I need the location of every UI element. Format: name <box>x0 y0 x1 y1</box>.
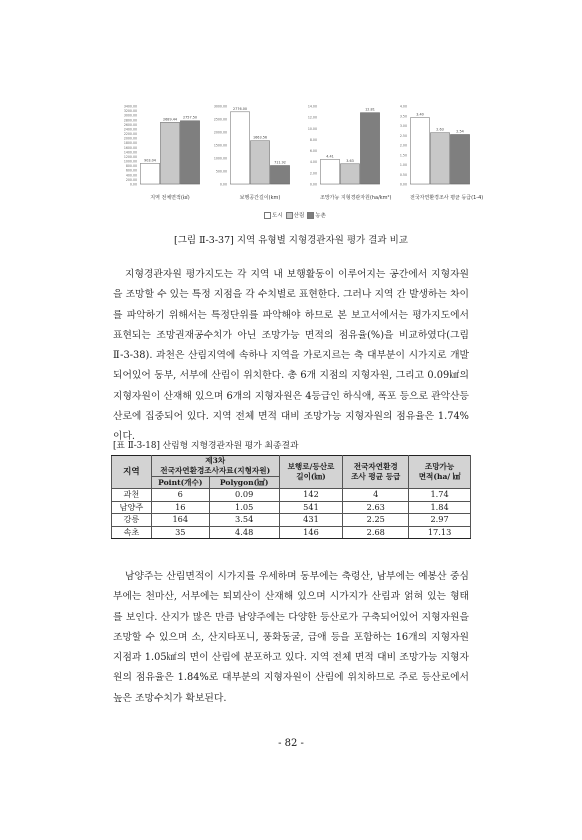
y-tick-label: 3000.00 <box>213 104 227 109</box>
y-tick-label: 1200.00 <box>123 154 137 159</box>
chart-svg <box>388 100 474 192</box>
bar-value-label: 2757.50 <box>182 115 198 120</box>
header-polygon: Polygon(㎢) <box>209 477 279 489</box>
y-tick-label: 8.00 <box>309 137 317 142</box>
x-axis-label: 지역 전체면적(㎢) <box>150 195 190 201</box>
x-axis-label: 보행공간길이(km) <box>239 195 281 201</box>
header-grade-line2: 조사 평균 등급 <box>351 472 401 481</box>
header-grade <box>343 456 409 489</box>
bar-value-label: 2.63 <box>436 127 444 132</box>
table-row <box>112 501 471 514</box>
cell-view: 17.13 <box>409 526 471 539</box>
table-row <box>112 526 471 539</box>
page-number: - 82 - <box>278 738 304 749</box>
y-tick-label: 1400.00 <box>123 150 137 155</box>
y-tick-label: 1800.00 <box>123 141 137 146</box>
paragraph-2 <box>113 567 469 709</box>
cell-point: 35 <box>151 526 209 539</box>
bar-forest <box>430 133 449 184</box>
header-point: Point(개수) <box>151 477 209 489</box>
chart-walk-length <box>208 100 294 201</box>
chart-svg <box>298 100 384 192</box>
cell-trail: 431 <box>279 514 343 527</box>
paragraph-1 <box>113 265 469 448</box>
header-trail-line2: 길이(㎞) <box>296 472 326 481</box>
header-trail-line1: 보행로/등산로 <box>287 462 335 471</box>
bar-value-label: 2776.00 <box>232 106 248 111</box>
y-tick-label: 6.00 <box>309 149 317 154</box>
bar-forest <box>250 141 269 184</box>
y-tick-label: 1.00 <box>399 163 407 167</box>
y-tick-label: 2500.00 <box>213 117 227 122</box>
cell-grade: 2.68 <box>343 526 409 539</box>
y-tick-label: 0.00 <box>219 182 227 187</box>
chart-viewable-resource <box>298 100 392 201</box>
y-tick-label: 3000.00 <box>123 113 137 118</box>
bar-value-label: 2689.44 <box>162 117 178 122</box>
x-axis-label: 조망가능 지형경관자원(ha/km²) <box>320 195 392 201</box>
table-caption: [표 Ⅱ-3-18] 산림형 지형경관자원 평가 최종결과 <box>113 441 299 451</box>
y-tick-label: 3400.00 <box>123 104 137 109</box>
cell-point: 16 <box>151 501 209 514</box>
figure-bar-charts <box>118 100 484 225</box>
header-grade-line1: 전국자연환경 <box>353 462 398 471</box>
bar-urban <box>140 163 159 184</box>
y-tick-label: 2.00 <box>309 171 317 176</box>
y-tick-label: 1500.00 <box>213 143 227 148</box>
legend-item-forest: 산림 <box>286 211 305 219</box>
y-tick-label: 4.00 <box>309 160 317 165</box>
bar-value-label: 3.40 <box>416 112 424 117</box>
bar-urban <box>410 118 429 184</box>
results-table <box>111 455 471 539</box>
bar-rural <box>180 121 199 184</box>
cell-polygon: 1.05 <box>209 501 279 514</box>
header-trail <box>279 456 343 489</box>
y-tick-label: 14.00 <box>307 104 317 109</box>
bar-value-label: 4.41 <box>326 154 334 159</box>
bar-urban <box>320 159 339 184</box>
y-tick-label: 3.00 <box>399 124 407 128</box>
y-tick-label: 0.00 <box>129 182 137 187</box>
y-tick-label: 2600.00 <box>123 122 137 127</box>
y-tick-label: 0.50 <box>399 172 407 177</box>
y-tick-label: 400.00 <box>125 173 137 178</box>
cell-region: 과천 <box>112 489 152 502</box>
cell-grade: 2.63 <box>343 501 409 514</box>
bar-value-label: 12.81 <box>365 107 375 112</box>
y-tick-label: 1600.00 <box>123 145 137 150</box>
cell-trail: 142 <box>279 489 343 502</box>
y-tick-label: 12.00 <box>307 115 317 120</box>
cell-grade: 4 <box>343 489 409 502</box>
table-row <box>112 514 471 527</box>
y-tick-label: 1000.00 <box>123 159 137 164</box>
cell-polygon: 3.54 <box>209 514 279 527</box>
y-tick-label: 600.00 <box>125 168 137 173</box>
bar-value-label: 903.04 <box>144 158 156 163</box>
y-tick-label: 0.00 <box>399 182 407 187</box>
chart-svg <box>118 100 204 192</box>
bar-urban <box>230 112 249 184</box>
cell-trail: 541 <box>279 501 343 514</box>
paragraph-2-text: 남양주는 산림면적이 시가지를 우세하며 동부에는 축령산, 남부에는 예봉산 중심부에는 천마산, 서부에는 퇴뫼산이 산재해 있으며 시가지가 산림과 얽혀 있는 형태를 보인다. 산지가 많은 만큼 남양주에는 다양한 등산로가 구축되어있어 지형자원을 조망할 수 있으며 소, 산지타포니, 풍화동굴, 급애 등을 포함하는 16개의 지형자원 지점과 1.05㎢의 면이 산림에 분포하고 있다. 지역 전체 면적 대비 조망가능 지형자원의 점유율은 1.84%로 대부분의 지형자원이 산림에 위치하므로 주로 등산로에서 높은 조망수치가 확보된다. <box>113 571 469 704</box>
chart-legend <box>264 211 326 219</box>
cell-region: 남양주 <box>112 501 152 514</box>
header-survey-line1: 제3차 <box>205 456 226 465</box>
bar-value-label: 1663.56 <box>252 135 268 140</box>
cell-view: 1.74 <box>409 489 471 502</box>
y-tick-label: 3.50 <box>399 114 407 119</box>
legend-item-urban: 도시 <box>264 211 283 219</box>
cell-region: 속초 <box>112 526 152 539</box>
y-tick-label: 1.50 <box>399 153 407 158</box>
y-tick-label: 800.00 <box>125 164 137 169</box>
y-tick-label: 2800.00 <box>123 118 137 123</box>
paragraph-1-text: 지형경관자원 평가지도는 각 지역 내 보행활동이 이루어지는 공간에서 지형자원을 조망할 수 있는 특정 지점을 각 수치별로 표현한다. 그러나 지역 간 발생하는 차이를 파악하기 위해서는 특정단위를 파악해야 하므로 본 보고서에서는 평가지도에서 표현되는 조망권재공수치가 아닌 조망가능 면적의 점유율(%)을 비교하였다(그림 Ⅱ-3-38). 과천은 산림지역에 속하나 지역을 가로지르는 축 대부분이 시가지로 개발되어있어 동부, 서부에 산림이 위치한다. 총 6개 지점의 지형자원, 그리고 0.09㎢의 지형자원이 산재해 있으며 6개의 지형자원은 4등급인 하식애, 폭포 등으로 관악산등산로에 집중되어 있다. 지역 전체 면적 대비 조망가능 지형자원의 점유율은 1.74%이다. <box>113 269 469 443</box>
y-tick-label: 2000.00 <box>123 136 137 141</box>
cell-trail: 146 <box>279 526 343 539</box>
cell-point: 164 <box>151 514 209 527</box>
bar-forest <box>340 164 359 184</box>
header-view-line2: 면적(ha/ ㎢ <box>418 472 461 481</box>
y-tick-label: 2000.00 <box>213 130 227 135</box>
legend-item-rural: 농촌 <box>307 211 326 219</box>
bar-value-label: 3.63 <box>346 158 354 163</box>
bar-rural <box>270 165 289 184</box>
x-axis-label: 전국자연환경조사 평균 등급(1-4) <box>410 195 484 201</box>
y-tick-label: 2400.00 <box>123 127 137 132</box>
y-tick-label: 500.00 <box>215 169 227 174</box>
header-survey <box>151 456 279 477</box>
bar-value-label: 2.54 <box>456 129 464 134</box>
cell-view: 1.84 <box>409 501 471 514</box>
bar-rural <box>360 113 379 184</box>
y-tick-label: 200.00 <box>125 177 137 182</box>
y-tick-label: 1000.00 <box>213 156 227 161</box>
y-tick-label: 2200.00 <box>123 132 137 137</box>
y-tick-label: 3200.00 <box>123 109 137 114</box>
y-tick-label: 2.00 <box>399 143 407 148</box>
bar-rural <box>450 134 469 184</box>
y-tick-label: 10.00 <box>307 126 317 131</box>
header-region: 지역 <box>112 456 152 489</box>
chart-survey-grade <box>388 100 484 201</box>
y-tick-label: 4.00 <box>399 104 407 109</box>
header-view <box>409 456 471 489</box>
bar-value-label: 711.92 <box>274 160 286 165</box>
y-tick-label: 2.50 <box>399 133 407 138</box>
cell-polygon: 4.48 <box>209 526 279 539</box>
cell-polygon: 0.09 <box>209 489 279 502</box>
cell-grade: 2.25 <box>343 514 409 527</box>
figure-caption: [그림 Ⅱ-3-37] 지역 유형별 지형경관자원 평가 결과 비교 <box>174 235 408 246</box>
cell-point: 6 <box>151 489 209 502</box>
cell-region: 강릉 <box>112 514 152 527</box>
cell-view: 2.97 <box>409 514 471 527</box>
y-tick-label: 0.00 <box>309 182 317 187</box>
chart-svg <box>208 100 294 192</box>
header-survey-line2: 전국자연환경조사자료(지형자원) <box>160 466 271 475</box>
header-view-line1: 조망가능 <box>424 462 455 471</box>
table-row <box>112 489 471 502</box>
chart-total-area <box>118 100 204 201</box>
bar-forest <box>160 122 179 184</box>
